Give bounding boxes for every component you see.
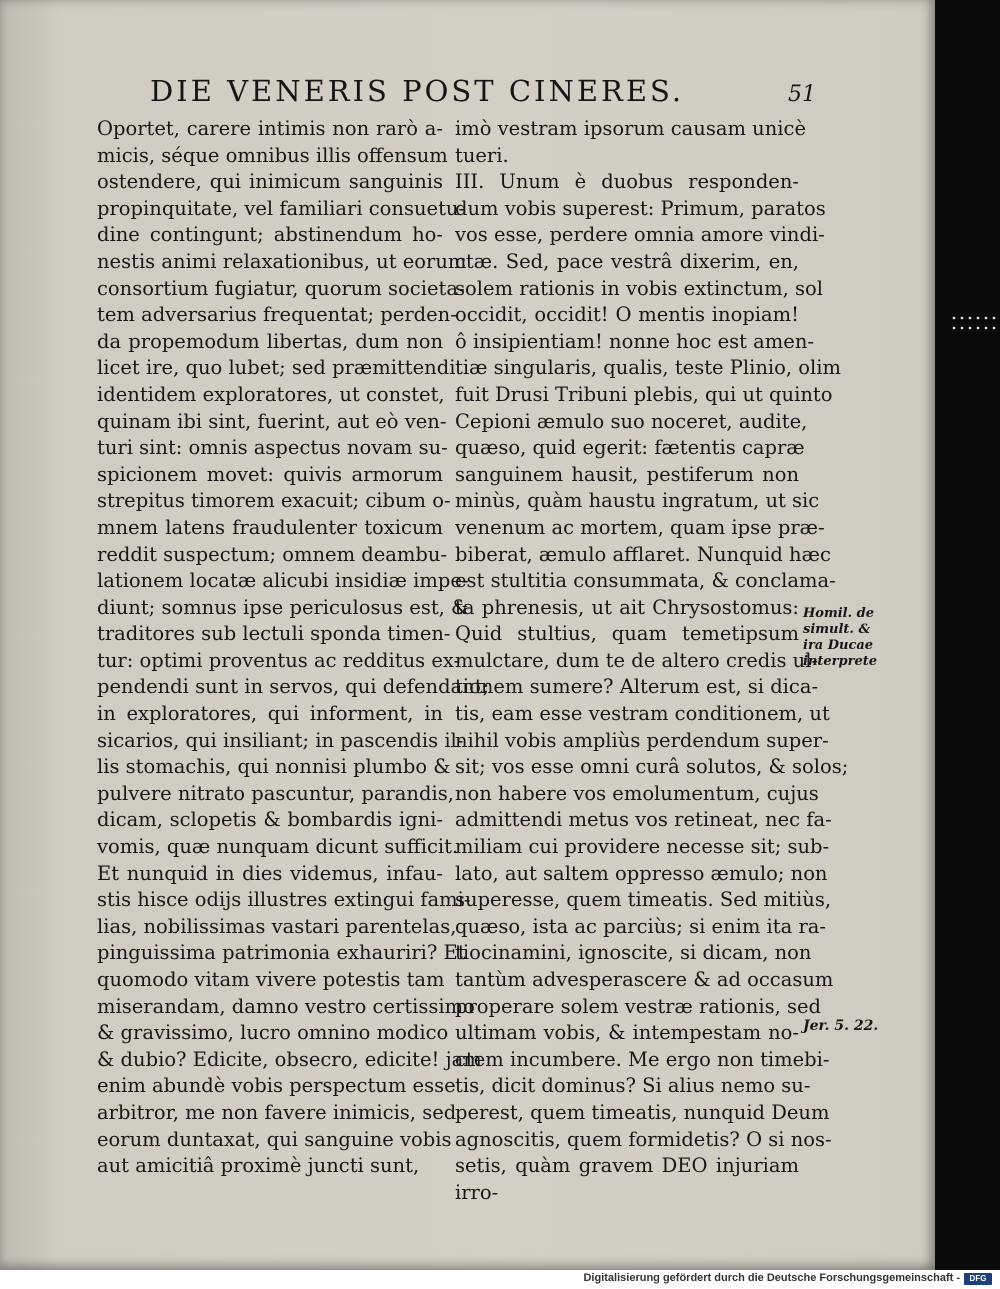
text-line: & gravissimo, lucro omnino modico xyxy=(97,1021,449,1045)
text-line: spicionem movet: quivis armorum xyxy=(97,462,443,486)
text-line: ô insipientiam! nonne hoc est amen- xyxy=(455,329,814,353)
text-line: setis, quàm gravem DEO injuriam xyxy=(455,1154,799,1178)
text-line: lis stomachis, qui nonnisi plumbo & xyxy=(97,755,451,779)
text-line: pulvere nitrato pascuntur, parandis, xyxy=(97,781,454,805)
text-line: arbitror, me non favere inimicis, sed xyxy=(97,1100,457,1124)
margin-note-line: interprete xyxy=(803,654,878,669)
text-line: agnoscitis, quem formidetis? O si nos- xyxy=(455,1127,832,1151)
text-line: minùs, quàm haustu ingratum, ut sic xyxy=(455,489,820,513)
funding-notice: Digitalisierung gefördert durch die Deutsche Forschungsgemeinschaft - xyxy=(583,1272,960,1284)
margin-note-line: simult. & xyxy=(803,622,871,637)
text-line: nestis animi relaxationibus, ut eorum xyxy=(97,249,467,273)
text-line: identidem exploratores, ut constet, xyxy=(97,382,445,406)
margin-note-line: Jer. 5. 22. xyxy=(803,1018,879,1034)
text-line: quæso, quid egerit: fætentis capræ xyxy=(455,436,805,460)
text-line: sit; vos esse omni curâ solutos, & solos; xyxy=(455,755,849,779)
text-line: superesse, quem timeatis. Sed mitiùs, xyxy=(455,888,832,912)
page-number: 51 xyxy=(788,82,816,107)
text-line: lias, nobilissimas vastari parentelas, xyxy=(97,914,457,938)
text-line: dum vobis superest: Primum, paratos xyxy=(455,196,826,220)
text-line: Cepioni æmulo suo noceret, audite, xyxy=(455,409,808,433)
text-line: perest, quem timeatis, nunquid Deum xyxy=(455,1100,830,1124)
text-line: irro- xyxy=(455,1180,499,1204)
text-line: lationem locatæ alicubi insidiæ impe- xyxy=(97,569,469,593)
text-line: tionem sumere? Alterum est, si dica- xyxy=(455,675,819,699)
text-line: sanguinem hausit, pestiferum non xyxy=(455,462,799,486)
text-line: ctem incumbere. Me ergo non timebi- xyxy=(455,1047,830,1071)
text-line: consortium fugiatur, quorum societa- xyxy=(97,276,465,300)
text-line: lato, aut saltem oppresso æmulo; non xyxy=(455,861,828,885)
text-line: tur: optimi proventus ac redditus ex- xyxy=(97,648,461,672)
text-line: miliam cui providere necesse sit; sub- xyxy=(455,835,830,859)
margin-note-line: Homil. de xyxy=(803,606,874,621)
dfg-logo: DFG xyxy=(964,1273,992,1285)
text-line: quæso, ista ac parciùs; si enim ita ra- xyxy=(455,914,826,938)
scan-edge-dots xyxy=(950,325,1000,331)
text-line: reddit suspectum; omnem deambu- xyxy=(97,542,448,566)
text-line: solem rationis in vobis extinctum, sol xyxy=(455,276,824,300)
text-line: dicam, sclopetis & bombardis igni- xyxy=(97,808,443,832)
text-line: strepitus timorem exacuit; cibum o- xyxy=(97,489,451,513)
text-line: diunt; somnus ipse periculosus est, & xyxy=(97,595,469,619)
text-line: licet ire, quo lubet; sed præmittendi xyxy=(97,356,456,380)
text-line: enim abundè vobis perspectum esse xyxy=(97,1074,456,1098)
text-line: Oportet, carere intimis non rarò a- xyxy=(97,117,443,140)
text-line: admittendi metus vos retineat, nec fa- xyxy=(455,808,832,832)
text-line: vomis, quæ nunquam dicunt sufficit. xyxy=(97,835,459,859)
text-line: properare solem vestræ rationis, sed xyxy=(455,994,822,1018)
text-line: turi sint: omnis aspectus novam su- xyxy=(97,436,448,460)
text-line: micis, séque omnibus illis offensum xyxy=(97,143,448,167)
text-line: tem adversarius frequentat; perden- xyxy=(97,303,457,327)
text-line: tiocinamini, ignoscite, si dicam, non xyxy=(455,941,812,965)
text-line: Et nunquid in dies videmus, infau- xyxy=(97,861,443,885)
text-line: aut amicitiâ proximè juncti sunt, xyxy=(97,1154,420,1178)
text-line: fuit Drusi Tribuni plebis, qui ut quinto xyxy=(455,382,833,406)
text-line: propinquitate, vel familiari consuetu- xyxy=(97,196,466,220)
text-line: ta phrenesis, ut ait Chrysostomus: xyxy=(455,595,799,619)
text-line: miserandam, damno vestro certissimo xyxy=(97,994,475,1018)
footer-bar xyxy=(0,1270,1000,1289)
text-line: tis, dicit dominus? Si alius nemo su- xyxy=(455,1074,811,1098)
text-line: mulctare, dum te de altero credis ul- xyxy=(455,648,819,672)
text-line: occidit, occidit! O mentis inopiam! xyxy=(455,303,799,327)
margin-note-homily xyxy=(803,606,877,670)
text-line: quinam ibi sint, fuerint, aut eò ven- xyxy=(97,409,447,433)
text-line: tantùm advesperascere & ad occasum xyxy=(455,968,834,991)
text-line: III. Unum è duobus responden- xyxy=(455,170,799,194)
text-line: in exploratores, qui informent, in xyxy=(97,702,443,726)
text-line: eorum duntaxat, qui sanguine vobis xyxy=(97,1127,452,1151)
text-line: tis, eam esse vestram conditionem, ut xyxy=(455,702,830,726)
text-line: sicarios, qui insiliant; in pascendis il- xyxy=(97,728,464,752)
text-line: nihil vobis ampliùs perdendum super- xyxy=(455,728,829,752)
margin-note-jeremiah xyxy=(803,1018,878,1034)
text-line: & dubio? Edicite, obsecro, edicite! jam xyxy=(97,1047,482,1071)
text-line: biberat, æmulo afflaret. Nunquid hæc xyxy=(455,542,831,566)
text-line: stis hisce odijs illustres extingui fami- xyxy=(97,888,471,912)
text-line: tiæ singularis, qualis, teste Plinio, olim xyxy=(455,356,842,380)
text-line: vos esse, perdere omnia amore vindi- xyxy=(455,223,825,247)
text-line: pendendi sunt in servos, qui defendant; xyxy=(97,675,490,699)
text-line: traditores sub lectuli sponda timen- xyxy=(97,622,451,646)
text-line: ostendere, qui inimicum sanguinis xyxy=(97,170,443,194)
text-line: dine contingunt; abstinendum ho- xyxy=(97,223,443,247)
text-line: venenum ac mortem, quam ipse præ- xyxy=(455,515,825,539)
text-line: ultimam vobis, & intempestam no- xyxy=(455,1021,799,1045)
text-line: imò vestram ipsorum causam unicè xyxy=(455,117,806,140)
text-line: est stultitia consummata, & conclama- xyxy=(455,569,836,593)
text-line: ctæ. Sed, pace vestrâ dixerim, en, xyxy=(455,249,799,273)
text-line: tueri. xyxy=(455,143,509,167)
text-line: mnem latens fraudulenter toxicum xyxy=(97,515,443,539)
margin-note-line: ira Ducae xyxy=(803,638,874,653)
text-line: Quid stultius, quam temetipsum xyxy=(455,622,799,646)
text-line: da propemodum libertas, dum non xyxy=(97,329,443,353)
scan-edge-dots xyxy=(950,315,1000,321)
text-line: pinguissima patrimonia exhauriri? Et xyxy=(97,941,466,965)
text-line: quomodo vitam vivere potestis tam xyxy=(97,968,445,991)
text-line: non habere vos emolumentum, cujus xyxy=(455,781,819,805)
running-title: DIE VENERIS POST CINERES. xyxy=(150,74,685,108)
